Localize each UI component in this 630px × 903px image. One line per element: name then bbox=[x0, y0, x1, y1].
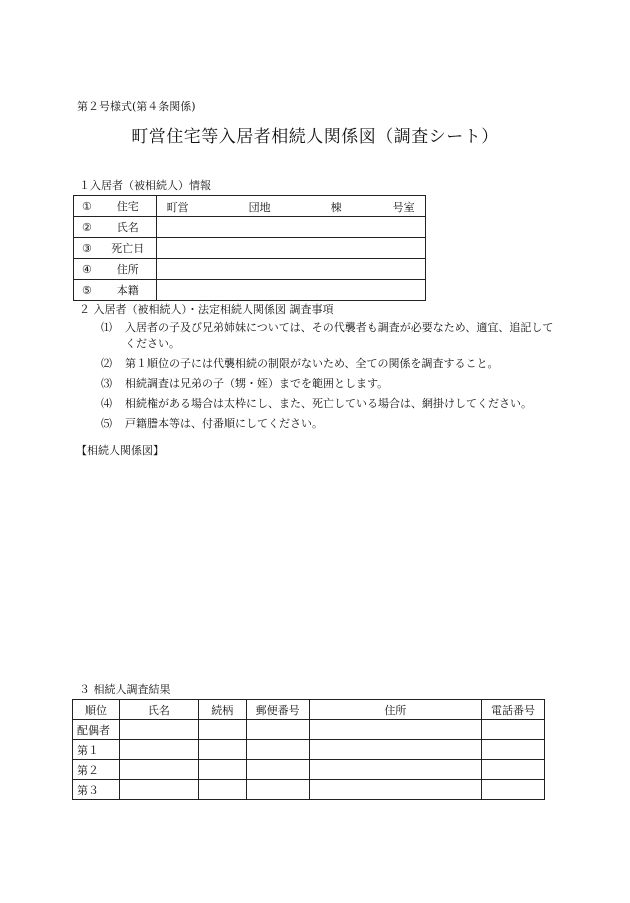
address-value-cell[interactable] bbox=[156, 259, 425, 280]
list-item bbox=[101, 416, 561, 432]
row-label: 住所 bbox=[100, 259, 156, 280]
table-row bbox=[73, 740, 545, 760]
phone-cell[interactable] bbox=[482, 740, 545, 760]
table-row bbox=[74, 238, 426, 259]
note-number: ⑵ bbox=[101, 357, 112, 370]
table-row bbox=[73, 780, 545, 800]
address-cell[interactable] bbox=[309, 720, 482, 740]
housing-part-room: 号室 bbox=[392, 201, 415, 214]
relationship-cell[interactable] bbox=[198, 780, 246, 800]
column-header: 氏名 bbox=[119, 700, 198, 720]
table-row bbox=[74, 280, 426, 301]
rank-cell: 第３ bbox=[73, 780, 120, 800]
form-number: 第２号様式(第４条関係) bbox=[77, 100, 196, 113]
list-item bbox=[101, 356, 561, 372]
note-text: 相続権がある場合は太枠にし、また、死亡している場合は、網掛けしてください。 bbox=[125, 397, 532, 410]
relationship-cell[interactable] bbox=[198, 740, 246, 760]
page-title: 町営住宅等入居者相続人関係図（調査シート） bbox=[131, 127, 499, 147]
list-item bbox=[101, 320, 561, 352]
section3-heading: ３ 相続人調査結果 bbox=[79, 683, 171, 696]
table-row bbox=[74, 259, 426, 280]
rank-cell: 第２ bbox=[73, 760, 120, 780]
table-row bbox=[73, 720, 545, 740]
column-header: 郵便番号 bbox=[246, 700, 309, 720]
row-number: ③ bbox=[74, 238, 100, 259]
row-number: ① bbox=[74, 196, 100, 217]
note-number: ⑸ bbox=[101, 417, 112, 430]
column-header: 住所 bbox=[309, 700, 482, 720]
list-item bbox=[101, 396, 561, 412]
phone-cell[interactable] bbox=[482, 780, 545, 800]
table-row bbox=[74, 217, 426, 238]
address-cell[interactable] bbox=[309, 780, 482, 800]
relationship-cell[interactable] bbox=[198, 760, 246, 780]
row-label: 住宅 bbox=[100, 196, 156, 217]
rank-cell: 第１ bbox=[73, 740, 120, 760]
column-header: 電話番号 bbox=[482, 700, 545, 720]
list-item bbox=[101, 376, 561, 392]
name-cell[interactable] bbox=[119, 760, 198, 780]
housing-part-building: 棟 bbox=[330, 201, 342, 214]
phone-cell[interactable] bbox=[482, 720, 545, 740]
relationship-cell[interactable] bbox=[198, 720, 246, 740]
address-cell[interactable] bbox=[309, 760, 482, 780]
row-label: 死亡日 bbox=[100, 238, 156, 259]
domicile-value-cell[interactable] bbox=[156, 280, 425, 301]
table-row bbox=[74, 196, 426, 217]
section2-heading: ２ 入居者（被相続人）・法定相続人関係図 調査事項 bbox=[79, 303, 334, 316]
diagram-heading: 【相続人関係図】 bbox=[76, 444, 164, 457]
row-label: 氏名 bbox=[100, 217, 156, 238]
note-text: 戸籍謄本等は、付番順にしてください。 bbox=[125, 417, 323, 430]
housing-value-cell[interactable] bbox=[156, 196, 425, 217]
name-cell[interactable] bbox=[119, 720, 198, 740]
table-header-row bbox=[73, 700, 545, 720]
row-label: 本籍 bbox=[100, 280, 156, 301]
name-value-cell[interactable] bbox=[156, 217, 425, 238]
diagram-area[interactable] bbox=[73, 462, 546, 672]
row-number: ⑤ bbox=[74, 280, 100, 301]
postal-code-cell[interactable] bbox=[246, 780, 309, 800]
column-header: 続柄 bbox=[198, 700, 246, 720]
column-header: 順位 bbox=[73, 700, 120, 720]
table-row bbox=[73, 760, 545, 780]
postal-code-cell[interactable] bbox=[246, 720, 309, 740]
postal-code-cell[interactable] bbox=[246, 740, 309, 760]
housing-part-complex: 団地 bbox=[248, 201, 271, 214]
name-cell[interactable] bbox=[119, 780, 198, 800]
housing-part-town: 町営 bbox=[166, 201, 189, 214]
note-number: ⑷ bbox=[101, 397, 112, 410]
name-cell[interactable] bbox=[119, 740, 198, 760]
note-text: 第１順位の子には代襲相続の制限がないため、全ての関係を調査すること。 bbox=[125, 357, 499, 370]
note-text: 相続調査は兄弟の子（甥・姪）までを範囲とします。 bbox=[125, 377, 389, 390]
investigation-notes bbox=[101, 320, 561, 436]
postal-code-cell[interactable] bbox=[246, 760, 309, 780]
rank-cell: 配偶者 bbox=[73, 720, 120, 740]
heir-results-table bbox=[72, 699, 545, 800]
death-date-value-cell[interactable] bbox=[156, 238, 425, 259]
row-number: ② bbox=[74, 217, 100, 238]
phone-cell[interactable] bbox=[482, 760, 545, 780]
resident-info-table bbox=[73, 195, 426, 301]
note-text: 入居者の子及び兄弟姉妹については、その代襲者も調査が必要なため、適宜、追記してください。 bbox=[125, 321, 554, 350]
note-number: ⑶ bbox=[101, 377, 112, 390]
note-number: ⑴ bbox=[101, 321, 112, 334]
row-number: ④ bbox=[74, 259, 100, 280]
section1-heading: １入居者（被相続人）情報 bbox=[79, 179, 211, 192]
address-cell[interactable] bbox=[309, 740, 482, 760]
